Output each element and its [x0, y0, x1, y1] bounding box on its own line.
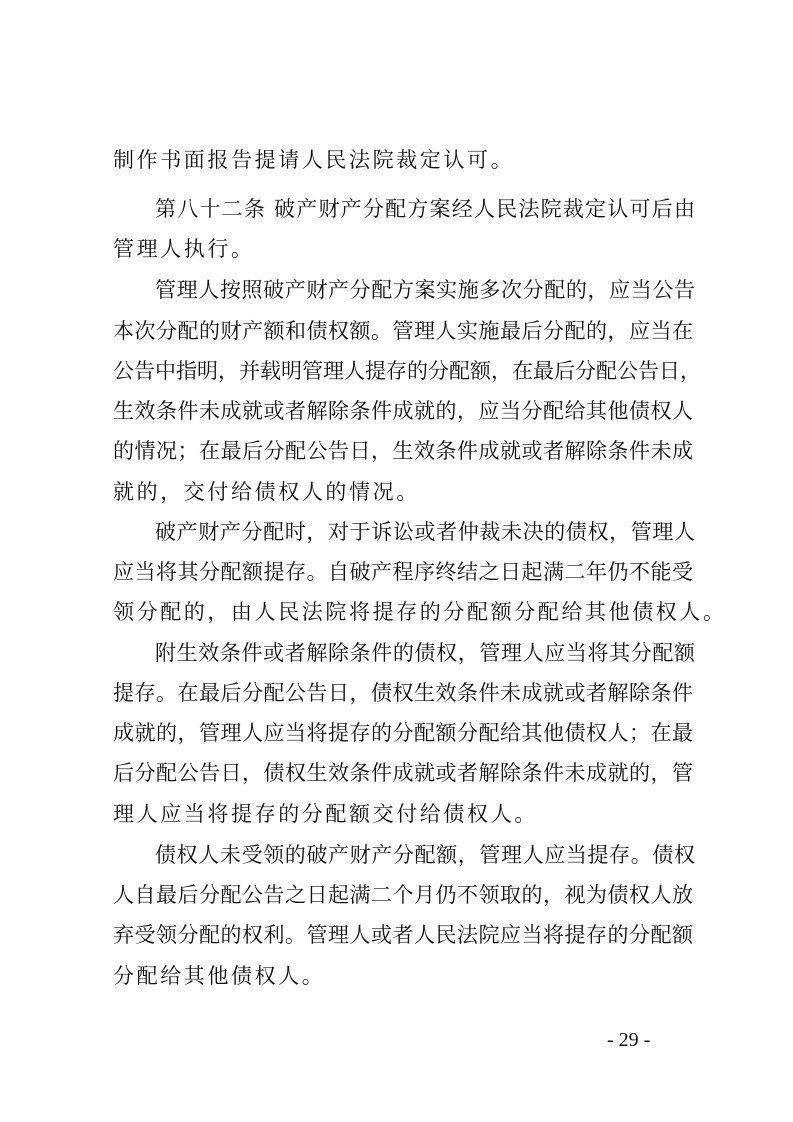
- paragraph-start-line: 管理人按照破产财产分配方案实施多次分配的，应当公告: [155, 278, 695, 302]
- text-line: 的情况；在最后分配公告日，生效条件成就或者解除条件未成: [113, 439, 693, 463]
- text-line: 理人应当将提存的分配额交付给债权人。: [113, 802, 538, 826]
- paragraph-start-line: 债权人未受领的破产财产分配额，管理人应当提存。债权: [155, 843, 695, 867]
- text-line: 后分配公告日，债权生效条件成就或者解除条件未成就的，管: [113, 761, 693, 785]
- article-82-heading-line: 第八十二条 破产财产分配方案经人民法院裁定认可后由: [155, 197, 695, 221]
- text-line: 管理人执行。: [113, 237, 255, 261]
- text-line: 弃受领分配的权利。管理人或者人民法院应当将提存的分配额: [113, 923, 693, 947]
- text-line: 分配给其他债权人。: [113, 964, 326, 988]
- text-line: 生效条件未成就或者解除条件成就的，应当分配给其他债权人: [113, 399, 693, 423]
- text-line: 应当将其分配额提存。自破产程序终结之日起满二年仍不能受: [113, 560, 693, 584]
- text-line: 就的，交付给债权人的情况。: [113, 480, 420, 504]
- text-line: 领分配的，由人民法院将提存的分配额分配给其他债权人。: [113, 600, 727, 624]
- text-line: 公告中指明，并载明管理人提存的分配额，在最后分配公告日，: [113, 359, 701, 383]
- page-number: - 29 -: [607, 1029, 651, 1051]
- paragraph-start-line: 破产财产分配时，对于诉讼或者仲裁未决的债权，管理人: [155, 520, 695, 544]
- text-line: 提存。在最后分配公告日，债权生效条件未成就或者解除条件: [113, 681, 693, 705]
- text-line: 人自最后分配公告之日起满二个月仍不领取的，视为债权人放: [113, 883, 693, 907]
- paragraph-start-line: 附生效条件或者解除条件的债权，管理人应当将其分配额: [155, 641, 695, 665]
- text-line: 制作书面报告提请人民法院裁定认可。: [113, 148, 515, 172]
- text-line: 本次分配的财产额和债权额。管理人实施最后分配的，应当在: [113, 319, 693, 343]
- text-line: 成就的，管理人应当将提存的分配额分配给其他债权人；在最: [113, 721, 693, 745]
